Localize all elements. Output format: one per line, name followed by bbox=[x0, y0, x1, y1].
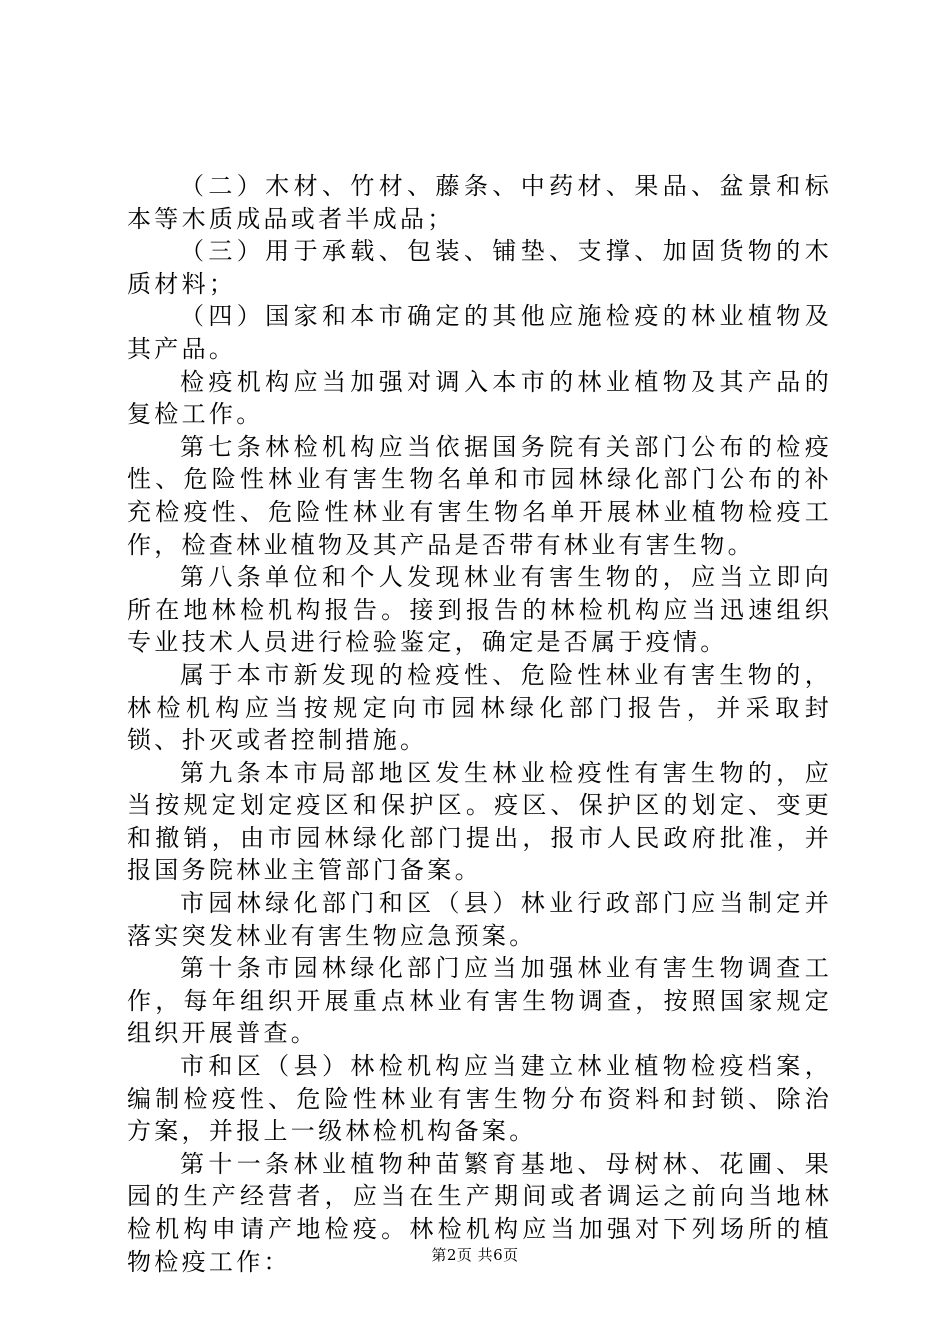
paragraph-reinspection: 检疫机构应当加强对调入本市的林业植物及其产品的复检工作。 bbox=[127, 367, 832, 429]
paragraph-item-2: （二）木材、竹材、藤条、中药材、果品、盆景和标本等木质成品或者半成品； bbox=[127, 172, 832, 233]
paragraph-article-9-emergency-plan: 市园林绿化部门和区（县）林业行政部门应当制定并落实突发林业有害生物应急预案。 bbox=[127, 889, 832, 950]
page-footer bbox=[0, 1244, 950, 1265]
paragraph-article-10: 第十条市园林绿化部门应当加强林业有害生物调查工作，每年组织开展重点林业有害生物调查，按照国家规定组织开展普查。 bbox=[127, 954, 832, 1048]
paragraph-article-9: 第九条本市局部地区发生林业检疫性有害生物的，应当按规定划定疫区和保护区。疫区、保护区的划定、变更和撤销，由市园林绿化部门提出，报市人民政府批准，并报国务院林业主管部门备案。 bbox=[127, 758, 832, 885]
paragraph-article-8: 第八条单位和个人发现林业有害生物的，应当立即向所在地林检机构报告。接到报告的林检机构应当迅速组织专业技术人员进行检验鉴定，确定是否属于疫情。 bbox=[127, 563, 832, 657]
paragraph-article-7: 第七条林检机构应当依据国务院有关部门公布的检疫性、危险性林业有害生物名单和市园林绿化部门公布的补充检疫性、危险性林业有害生物名单开展林业植物检疫工作，检查林业植物及其产品是否带有林业有害生物。 bbox=[127, 432, 832, 559]
document-body bbox=[127, 170, 832, 1278]
paragraph-item-4: （四）国家和本市确定的其他应施检疫的林业植物及其产品。 bbox=[127, 302, 832, 363]
paragraph-article-8-new-pest: 属于本市新发现的检疫性、危险性林业有害生物的，林检机构应当按规定向市园林绿化部门报告，并采取封锁、扑灭或者控制措施。 bbox=[127, 660, 832, 755]
paragraph-item-3: （三）用于承载、包装、铺垫、支撑、加固货物的木质材料； bbox=[127, 237, 832, 298]
paragraph-article-11: 第十一条林业植物种苗繁育基地、母树林、花圃、果园的生产经营者，应当在生产期间或者调运之前向当地林检机构申请产地检疫。林检机构应当加强对下列场所的植物检疫工作： bbox=[127, 1149, 832, 1276]
paragraph-article-10-archive: 市和区（县）林检机构应当建立林业植物检疫档案，编制检疫性、危险性林业有害生物分布资料和封锁、除治方案，并报上一级林检机构备案。 bbox=[127, 1052, 832, 1146]
page-number-label: 第2页 共6页 bbox=[431, 1246, 519, 1264]
